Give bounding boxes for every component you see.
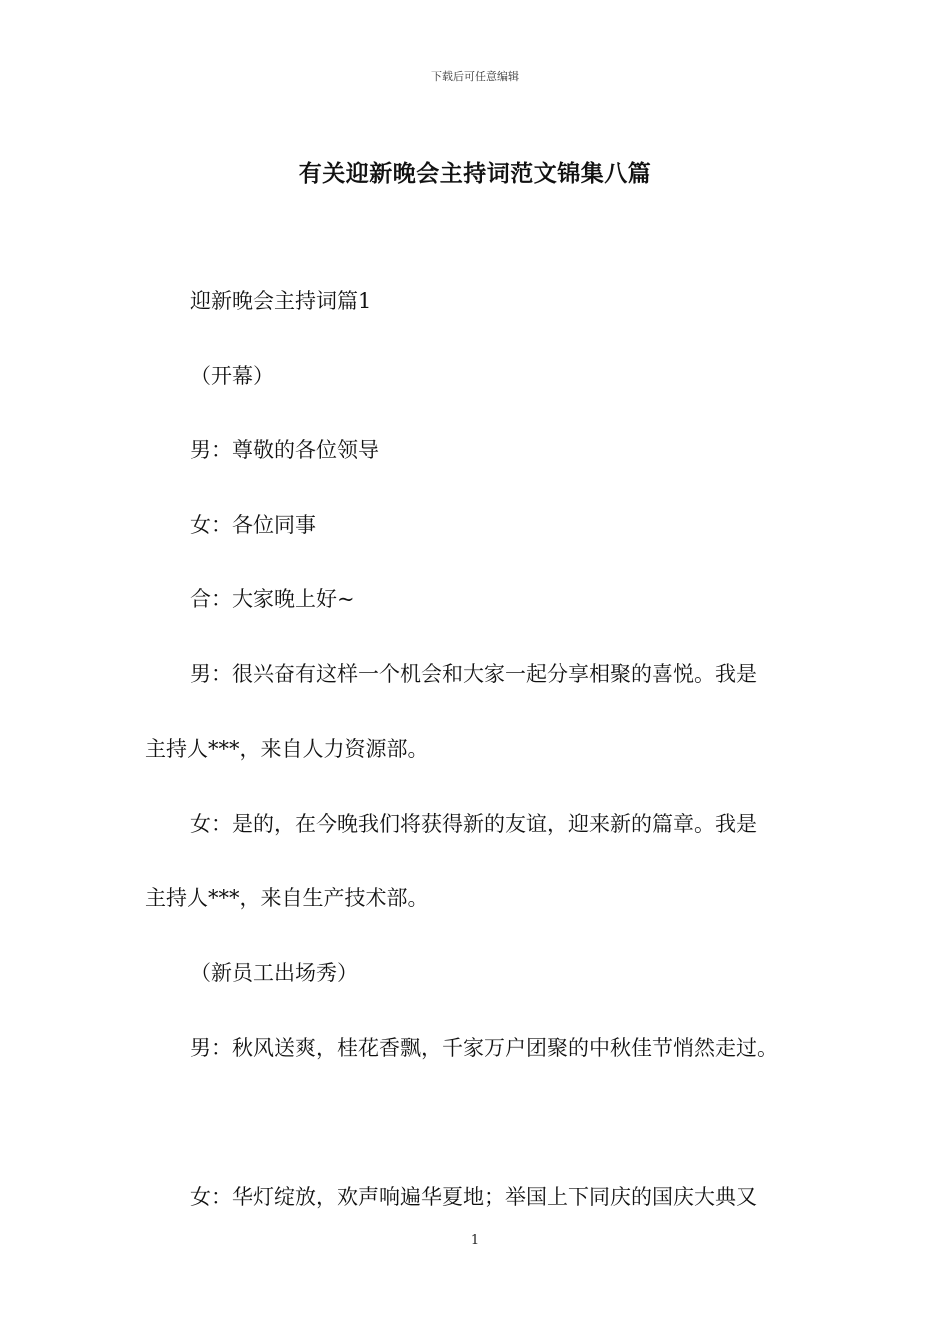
document-title: 有关迎新晚会主持词范文锦集八篇: [298, 160, 652, 187]
script-line: 女：各位同事: [190, 513, 316, 537]
script-line: 男：秋风送爽，桂花香飘，千家万户团聚的中秋佳节悄然走过。: [190, 1036, 778, 1060]
section-heading: 迎新晚会主持词篇1: [190, 289, 372, 313]
script-line-continuation: 主持人***，来自人力资源部。: [145, 737, 429, 761]
page-number: 1: [470, 1233, 480, 1248]
stage-direction: （开幕）: [190, 364, 274, 388]
script-line: 女：是的，在今晚我们将获得新的友谊，迎来新的篇章。我是: [190, 812, 757, 836]
script-line: 合：大家晚上好~: [190, 587, 355, 611]
script-line: 女：华灯绽放，欢声响遍华夏地；举国上下同庆的国庆大典又: [190, 1185, 757, 1209]
script-line: 男：很兴奋有这样一个机会和大家一起分享相聚的喜悦。我是: [190, 662, 757, 686]
script-line-continuation: 主持人***，来自生产技术部。: [145, 886, 429, 910]
page-header-note: 下载后可任意编辑: [431, 70, 519, 83]
script-line: 男：尊敬的各位领导: [190, 438, 379, 462]
stage-direction: （新员工出场秀）: [190, 961, 358, 985]
